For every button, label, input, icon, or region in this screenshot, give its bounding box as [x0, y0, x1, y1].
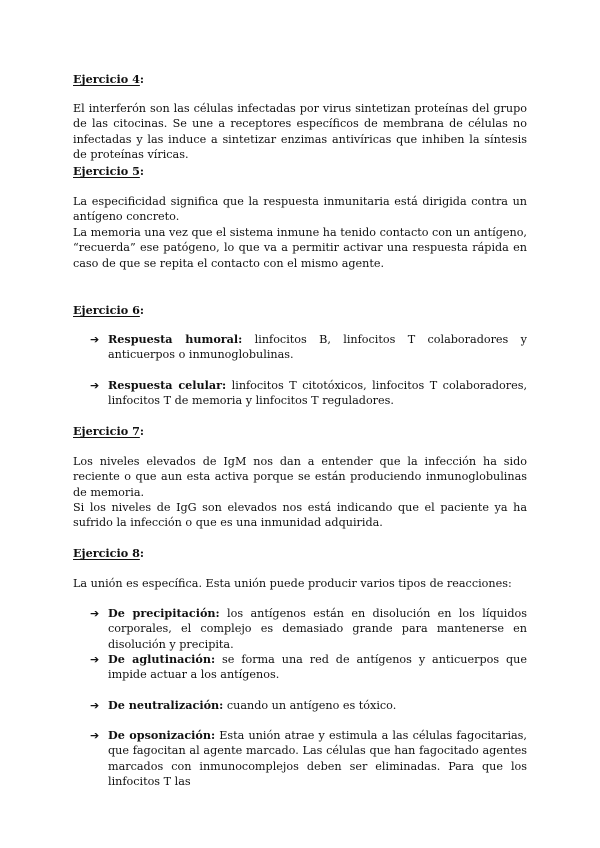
- item-text: Esta unión atrae y estimula a las células fagocitarias, que fagocitan al agente marcado. Las células que han fagocitado agentes marcados con inmunocomplejos deben ser eliminadas. Para que los linfocitos T las: [108, 729, 527, 789]
- arrow-bullet-icon: ➔: [90, 729, 100, 742]
- arrow-bullet-icon: ➔: [90, 333, 100, 346]
- item-term: De aglutinación:: [108, 652, 216, 666]
- item-term: Respuesta humoral:: [108, 332, 243, 346]
- exercise-5-paragraph-1: La especificidad significa que la respuesta inmunitaria está dirigida contra un antígeno concreto.: [73, 195, 527, 224]
- item-term: De opsonización:: [108, 728, 216, 742]
- exercise-8-intro: La unión es específica. Esta unión puede producir varios tipos de reacciones:: [73, 577, 512, 590]
- exercise-5-title: Ejercicio 5: [73, 164, 140, 178]
- exercise-5-paragraph-2: La memoria una vez que el sistema inmune ha tenido contacto con un antígeno, “recuerda” ese patógeno, lo que va a permitir activar una respuesta rápida en caso de que se repita el contacto con el mismo agente.: [73, 226, 527, 270]
- exercise-8-heading: [73, 546, 144, 561]
- item-text: se forma una red de antígenos y anticuerpos que impide actuar a los antígenos.: [108, 653, 527, 682]
- exercise-7-title: Ejercicio 7: [73, 424, 140, 438]
- exercise-7-heading: [73, 424, 144, 439]
- exercise-8-item-2: [90, 652, 527, 683]
- item-term: Respuesta celular:: [108, 378, 227, 392]
- exercise-4-colon: :: [139, 72, 144, 86]
- exercise-7-paragraph-2: Si los niveles de IgG son elevados nos está indicando que el paciente ya ha sufrido la infección o que es una inmunidad adquirida.: [73, 501, 527, 530]
- exercise-7-paragraph-1: Los niveles elevados de IgM nos dan a entender que la infección ha sido reciente o que aun esta activa porque se están produciendo inmunoglobulinas de memoria.: [73, 455, 527, 499]
- exercise-6-heading: [73, 303, 144, 318]
- item-term: De precipitación:: [108, 606, 220, 620]
- exercise-8-title: Ejercicio 8: [73, 546, 140, 560]
- exercise-8-item-4: [90, 728, 527, 790]
- arrow-bullet-icon: ➔: [90, 607, 100, 620]
- exercise-6-colon: :: [139, 303, 144, 317]
- item-term: De neutralización:: [108, 698, 224, 712]
- item-text: linfocitos B, linfocitos T colaboradores y anticuerpos o inmunoglobulinas.: [108, 333, 527, 362]
- exercise-5-colon: :: [139, 164, 144, 178]
- item-text: los antígenos están en disolución en los líquidos corporales, el complejo es demasiado grande para mantenerse en disolución y precipita.: [108, 607, 527, 651]
- exercise-4-title: Ejercicio 4: [73, 72, 140, 86]
- item-text: linfocitos T citotóxicos, linfocitos T colaboradores, linfocitos T de memoria y linfocitos T reguladores.: [108, 379, 528, 408]
- exercise-7-colon: :: [139, 424, 144, 438]
- exercise-4-text: El interferón son las células infectadas por virus sintetizan proteínas del grupo de las citocinas. Se une a receptores específicos de membrana de células no infectadas y las induce a sintetizar enzimas antivíricas que inhiben la síntesis de proteínas víricas.: [73, 102, 527, 162]
- item-text: cuando un antígeno es tóxico.: [223, 699, 397, 712]
- exercise-4-heading: [73, 72, 144, 87]
- exercise-8-item-3: [90, 698, 527, 713]
- arrow-bullet-icon: ➔: [90, 699, 100, 712]
- exercise-6-item-1: [90, 332, 527, 363]
- exercise-8-item-1: [90, 606, 527, 652]
- arrow-bullet-icon: ➔: [90, 653, 100, 666]
- exercise-5-heading: [73, 164, 144, 179]
- exercise-8-colon: :: [139, 546, 144, 560]
- arrow-bullet-icon: ➔: [90, 379, 100, 392]
- exercise-6-item-2: [90, 378, 527, 409]
- exercise-6-title: Ejercicio 6: [73, 303, 140, 317]
